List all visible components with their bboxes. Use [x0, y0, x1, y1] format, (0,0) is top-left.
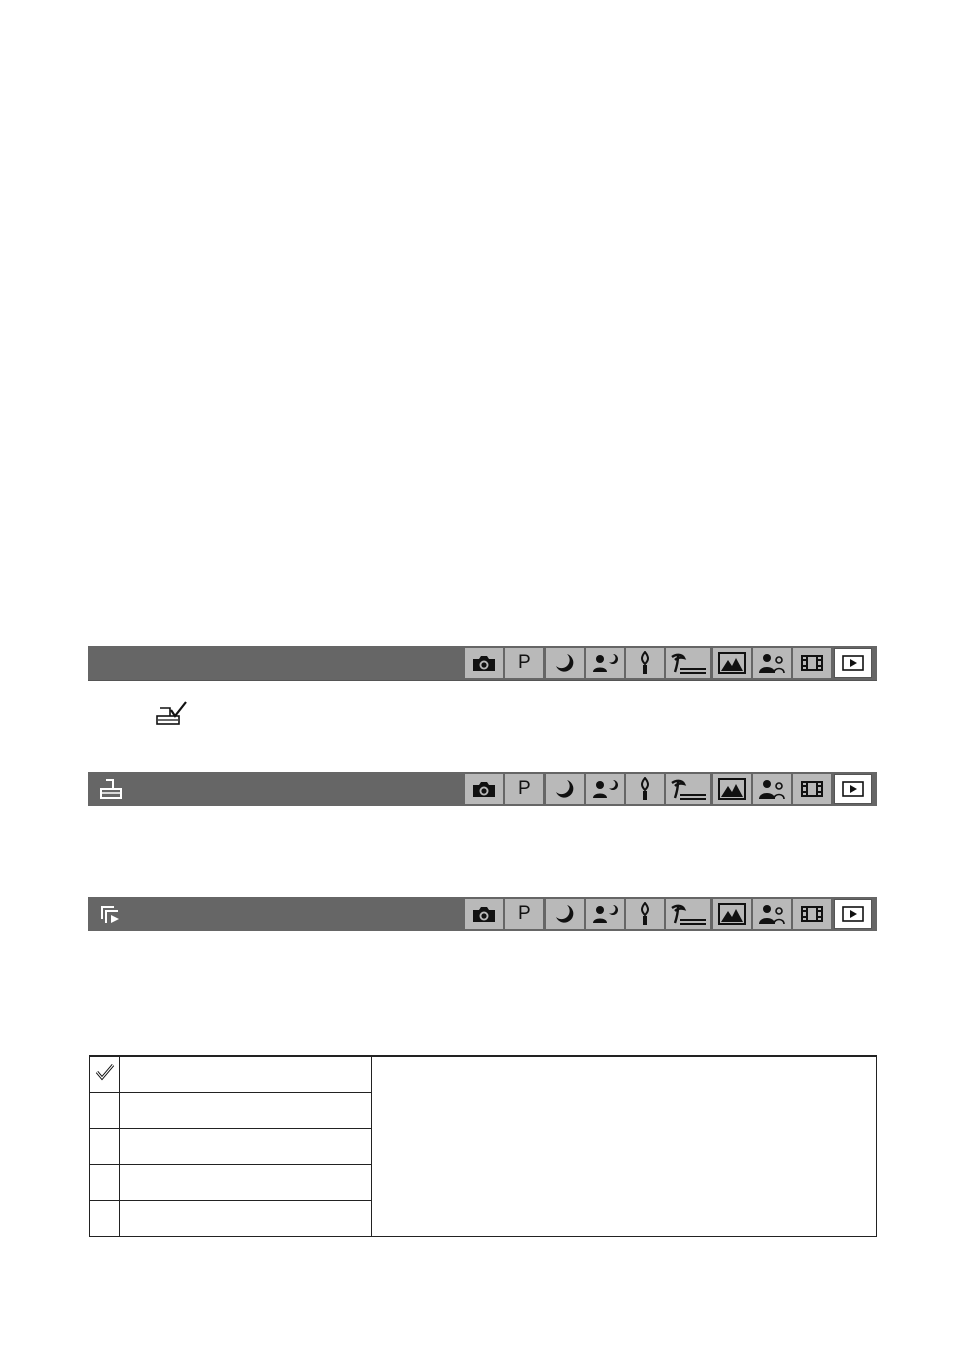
program-label: P: [517, 652, 531, 673]
section-bar-rule: [88, 680, 877, 681]
candle-icon: [626, 899, 664, 929]
beach-palm-icon: [666, 648, 710, 678]
twilight-portrait-icon: [586, 648, 624, 678]
table-row: [90, 1056, 877, 1093]
dpof-mark-icon: [155, 701, 189, 727]
check-mark-icon: [95, 1063, 115, 1081]
mode-icon-strip: [465, 774, 874, 804]
section-bar-slide-show: [88, 897, 877, 931]
option-label-cell: [120, 1201, 372, 1237]
landscape-mountain-icon: [713, 899, 751, 929]
print-icon: [98, 778, 124, 800]
program-label: P: [517, 778, 531, 799]
check-cell: [90, 1056, 120, 1093]
section-bar-dpof: [88, 646, 877, 680]
mode-icon-strip: [465, 648, 874, 678]
landscape-mountain-icon: [713, 648, 751, 678]
movie-film-icon: [793, 774, 831, 804]
playback-icon: [834, 899, 872, 929]
check-cell: [90, 1093, 120, 1129]
option-label-cell: [120, 1093, 372, 1129]
soft-snap-portrait-icon: [753, 648, 791, 678]
auto-camera-icon: [465, 899, 503, 929]
program-label: P: [517, 903, 531, 924]
mode-icon-strip: [465, 899, 874, 929]
landscape-mountain-icon: [713, 774, 751, 804]
beach-palm-icon: [666, 899, 710, 929]
soft-snap-portrait-icon: [753, 899, 791, 929]
option-label-cell: [120, 1165, 372, 1201]
playback-icon: [834, 648, 872, 678]
options-table: [89, 1055, 877, 1237]
check-cell: [90, 1201, 120, 1237]
candle-icon: [626, 648, 664, 678]
option-label-cell: [120, 1056, 372, 1093]
slide-show-icon: [98, 903, 124, 925]
option-description-cell: [372, 1056, 877, 1237]
section-bar-print: [88, 772, 877, 806]
candle-icon: [626, 774, 664, 804]
twilight-moon-icon: [546, 648, 584, 678]
auto-camera-icon: [465, 648, 503, 678]
movie-film-icon: [793, 648, 831, 678]
check-cell: [90, 1165, 120, 1201]
movie-film-icon: [793, 899, 831, 929]
program-p-icon: [505, 899, 543, 929]
program-p-icon: [505, 648, 543, 678]
twilight-portrait-icon: [586, 774, 624, 804]
program-p-icon: [505, 774, 543, 804]
twilight-moon-icon: [546, 899, 584, 929]
soft-snap-portrait-icon: [753, 774, 791, 804]
check-cell: [90, 1129, 120, 1165]
beach-palm-icon: [666, 774, 710, 804]
auto-camera-icon: [465, 774, 503, 804]
playback-icon: [834, 774, 872, 804]
option-label-cell: [120, 1129, 372, 1165]
twilight-moon-icon: [546, 774, 584, 804]
twilight-portrait-icon: [586, 899, 624, 929]
